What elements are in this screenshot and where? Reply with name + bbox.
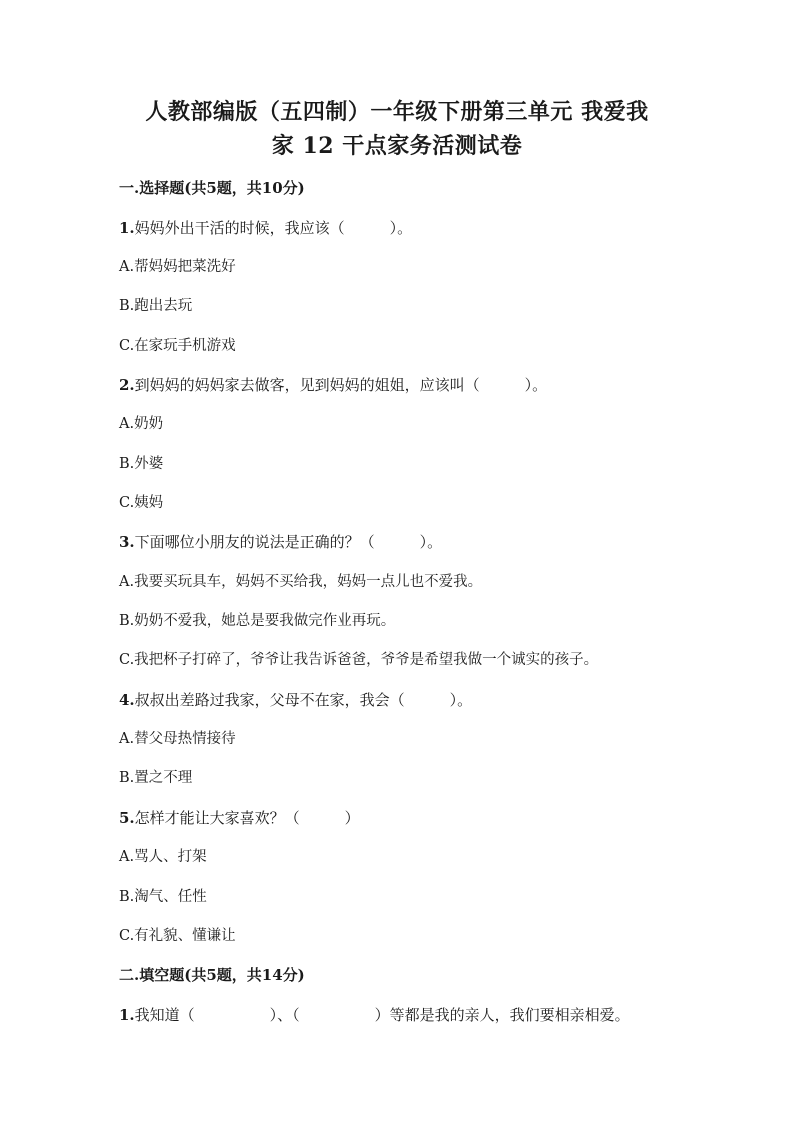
page-title-line-1: 人教部编版（五四制）一年级下册第三单元 我爱我	[145, 99, 649, 125]
question-number: 4.	[119, 691, 135, 709]
section-heading-fill-blank: 二.填空题(共5题，共14分)	[119, 966, 305, 984]
question-text: 下面哪位小朋友的说法是正确的？（ ）。	[134, 533, 443, 551]
question-number: 5.	[119, 809, 135, 827]
option-2c: C.姨妈	[119, 495, 164, 511]
question-text: 叔叔出差路过我家，父母不在家，我会（ ）。	[134, 691, 473, 709]
question-text: 到妈妈的妈妈家去做客，见到妈妈的姐姐，应该叫（ ）。	[134, 376, 548, 394]
question-number: 1.	[119, 219, 135, 237]
option-1a: A.帮妈妈把菜洗好	[119, 259, 236, 275]
option-5a: A.骂人、打架	[119, 849, 207, 865]
question-text: 怎样才能让大家喜欢？（ ）	[134, 809, 360, 827]
fill-question-1	[119, 1005, 630, 1025]
section-heading-choice: 一.选择题(共5题，共10分)	[119, 179, 305, 197]
option-5c: C.有礼貌、懂谦让	[119, 928, 236, 944]
question-number: 1.	[119, 1006, 135, 1024]
option-1b: B.跑出去玩	[119, 298, 193, 314]
question-number: 2.	[119, 376, 135, 394]
option-4a: A.替父母热情接待	[119, 731, 236, 747]
question-number: 3.	[119, 533, 135, 551]
option-2b: B.外婆	[119, 456, 164, 472]
option-2a: A.奶奶	[119, 416, 164, 432]
question-text: 妈妈外出干活的时候，我应该（ ）。	[134, 219, 413, 237]
option-3c: C.我把杯子打碎了，爷爷让我告诉爸爸，爷爷是希望我做一个诚实的孩子。	[119, 652, 599, 668]
question-3	[119, 532, 442, 552]
question-2	[119, 375, 547, 395]
question-5	[119, 808, 360, 828]
option-1c: C.在家玩手机游戏	[119, 338, 236, 354]
option-3a: A.我要买玩具车，妈妈不买给我，妈妈一点儿也不爱我。	[119, 574, 483, 590]
option-3b: B.奶奶不爱我，她总是要我做完作业再玩。	[119, 613, 396, 629]
question-1	[119, 218, 412, 238]
option-5b: B.淘气、任性	[119, 889, 207, 905]
question-4	[119, 690, 472, 710]
option-4b: B.置之不理	[119, 770, 193, 786]
question-text: 我知道（ ）、（ ）等都是我的亲人，我们要相亲相爱。	[134, 1006, 630, 1024]
page-title-line-2: 家 12 干点家务活测试卷	[271, 133, 523, 159]
